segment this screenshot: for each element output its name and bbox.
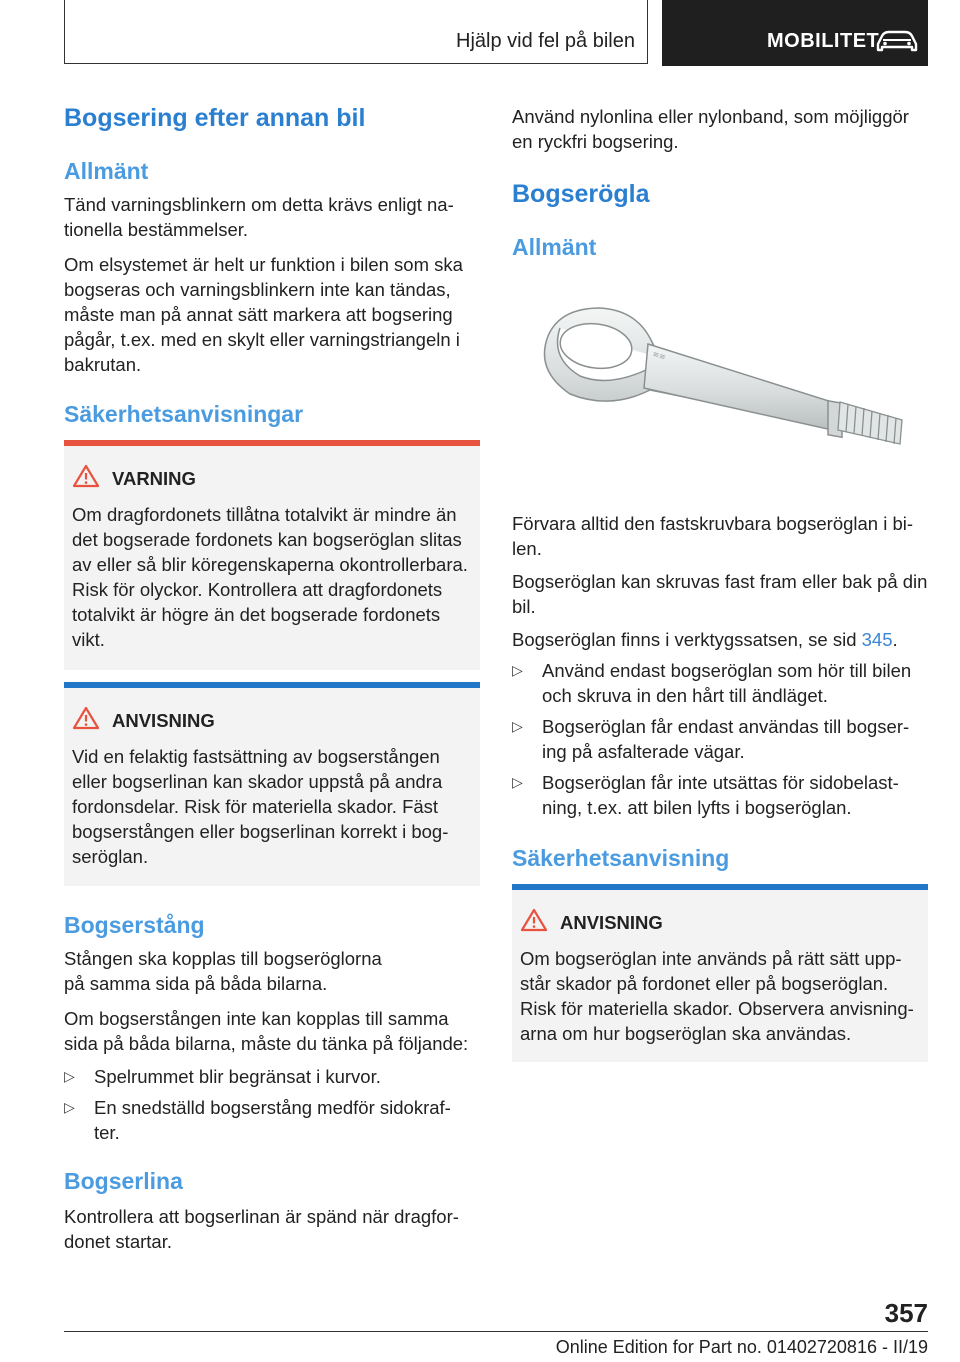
notice-title: ANVISNING bbox=[112, 710, 215, 731]
paragraph: Om elsystemet är helt ur funktion i bilen som ska bogseras och varningsblinkern inte kan tändas, måste man på annat sätt markera att bogsering pågår, t.ex. med en skylt eller varningstriangeln i bakrutan. bbox=[64, 254, 463, 375]
edition-text: Online Edition for Part no. 01402720816 - II/19 bbox=[555, 1337, 928, 1357]
list-item-text: Spelrummet blir begränsat i kurvor. bbox=[94, 1066, 381, 1087]
section-tab bbox=[64, 0, 648, 64]
svg-text:≡≡: ≡≡ bbox=[651, 349, 667, 362]
heading-tow-eye: Bogserögla bbox=[512, 180, 650, 208]
bullet-icon: ▷ bbox=[64, 1099, 75, 1115]
heading-towbar: Bogserstång bbox=[64, 912, 205, 938]
text: . bbox=[892, 629, 898, 650]
paragraph: Kontrollera att bogserlinan är spänd när dragfor-donet startar. bbox=[64, 1206, 459, 1252]
list-item bbox=[64, 1095, 480, 1145]
list-item bbox=[64, 1064, 480, 1089]
heading-safety: Säkerhetsanvisningar bbox=[64, 401, 304, 427]
notice-box bbox=[64, 682, 480, 886]
notice-box bbox=[512, 884, 928, 1062]
paragraph: Om bogserstången inte kan kopplas till samma sida på båda bilarna, måste du tänka på följande: bbox=[64, 1008, 469, 1054]
list-item-text: Använd endast bogseröglan som hör till bilen och skruva in den hårt till ändläget. bbox=[542, 660, 912, 706]
notice-title: ANVISNING bbox=[560, 912, 663, 933]
paragraph: Förvara alltid den fastskruvbara bogseröglan i bi-len. bbox=[512, 513, 914, 559]
bullet-icon: ▷ bbox=[512, 774, 523, 790]
paragraph: Använd nylonlina eller nylonband, som möjliggör en ryckfri bogsering. bbox=[512, 106, 909, 152]
warning-title: VARNING bbox=[112, 468, 196, 489]
tow-eye-illustration bbox=[540, 298, 910, 474]
notice-text: Om bogseröglan inte används på rätt sätt upp-står skador på fordonet eller på bogseröglan. Risk för materiella skador. Observera anvisning-arna om hur bogseröglan ska användas. bbox=[520, 948, 914, 1044]
page-reference-link[interactable]: 345 bbox=[861, 629, 893, 650]
notice-text: Vid en felaktig fastsättning av bogserstången eller bogserlinan kan skador uppstå på andra fordonsdelar. Risk för materiella skador. Fäst bogserstången eller bogserlinan korrekt i bog-seröglan. bbox=[72, 746, 449, 867]
section-title: Hjälp vid fel på bilen bbox=[456, 30, 635, 52]
text-line: Stången ska kopplas till bogseröglorna bbox=[64, 948, 382, 969]
car-icon bbox=[874, 28, 920, 54]
list-item-text: Bogseröglan får endast användas till bogser-ing på asfalterade vägar. bbox=[542, 716, 910, 762]
warning-triangle-icon bbox=[520, 908, 548, 932]
bullet-icon: ▷ bbox=[512, 718, 523, 734]
bullet-icon: ▷ bbox=[64, 1068, 75, 1084]
paragraph: Bogseröglan kan skruvas fast fram eller bak på din bil. bbox=[512, 571, 928, 617]
list-item bbox=[512, 658, 928, 708]
heading-safety: Säkerhetsanvisning bbox=[512, 845, 730, 871]
section-title-towing: Bogsering efter annan bil bbox=[64, 104, 366, 132]
paragraph bbox=[64, 946, 480, 996]
heading-general: Allmänt bbox=[512, 234, 597, 260]
paragraph bbox=[512, 627, 928, 652]
warning-box bbox=[64, 440, 480, 670]
text: Bogseröglan finns i verktygssatsen, se sid bbox=[512, 629, 862, 650]
chapter-title: MOBILITET bbox=[767, 30, 880, 52]
warning-triangle-icon bbox=[72, 464, 100, 488]
paragraph: Tänd varningsblinkern om detta krävs enligt na-tionella bestämmelser. bbox=[64, 194, 454, 240]
warning-triangle-icon bbox=[72, 706, 100, 730]
heading-towrope: Bogserlina bbox=[64, 1168, 183, 1194]
heading-general: Allmänt bbox=[64, 158, 149, 184]
list-item bbox=[512, 770, 928, 820]
text-line: på samma sida på båda bilarna. bbox=[64, 973, 328, 994]
list-item-text: Bogseröglan får inte utsättas för sidobelast-ning, t.ex. att bilen lyfts i bogseröglan. bbox=[542, 772, 899, 818]
page-header bbox=[64, 0, 928, 66]
warning-text: Om dragfordonets tillåtna totalvikt är mindre än det bogserade fordonets kan bogseröglan slitas av eller så blir köregenskaperna okontrollerbara. Risk för olyckor. Kontrollera att dragfordonets totalvikt är högre än det bogserade fordonets vikt. bbox=[72, 504, 468, 650]
list-item-text: En snedställd bogserstång medför sidokraf-ter. bbox=[94, 1097, 451, 1143]
page-number: 357 bbox=[884, 1298, 928, 1328]
list-item bbox=[512, 714, 928, 764]
footer-divider bbox=[64, 1331, 928, 1332]
chapter-tab bbox=[662, 0, 928, 66]
bullet-icon: ▷ bbox=[512, 662, 523, 678]
